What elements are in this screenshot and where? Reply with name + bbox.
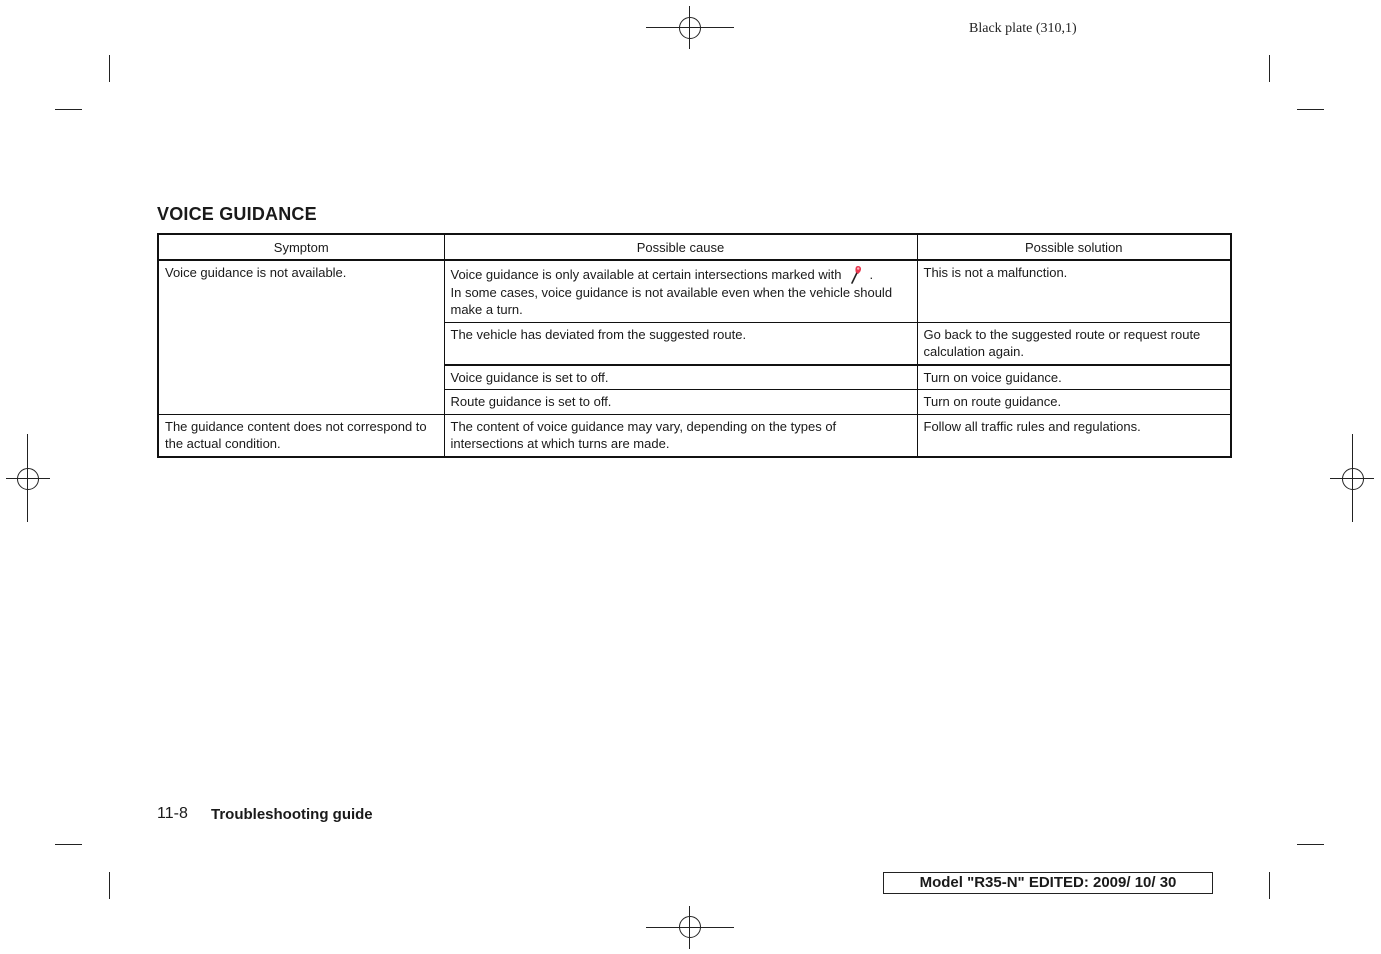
column-header-solution: Possible solution <box>917 234 1231 260</box>
cause-text-continued: In some cases, voice guidance is not available even when the vehicle should make a turn. <box>450 284 893 317</box>
solution-cell: This is not a malfunction. <box>917 260 1231 323</box>
troubleshooting-table <box>157 233 1232 458</box>
table-row <box>158 414 1231 457</box>
solution-cell: Turn on route guidance. <box>917 390 1231 415</box>
guidance-point-pin-icon <box>849 264 863 284</box>
symptom-cell: The guidance content does not correspond to the actual condition. <box>158 414 444 457</box>
cause-cell: Route guidance is set to off. <box>444 390 917 415</box>
table-row <box>158 260 1231 323</box>
cause-text-end: . <box>869 266 874 282</box>
column-header-symptom: Symptom <box>158 234 444 260</box>
solution-cell: Turn on voice guidance. <box>917 365 1231 390</box>
symptom-cell: Voice guidance is not available. <box>158 260 444 415</box>
footer-section-label: Troubleshooting guide <box>211 806 373 823</box>
cause-cell: Voice guidance is set to off. <box>444 365 917 390</box>
solution-cell: Follow all traffic rules and regulations. <box>917 414 1231 457</box>
cause-cell <box>444 260 917 323</box>
solution-cell: Go back to the suggested route or request route calculation again. <box>917 322 1231 365</box>
cause-cell: The content of voice guidance may vary, depending on the types of intersections at which turns are made. <box>444 414 917 457</box>
section-title: VOICE GUIDANCE <box>157 204 317 224</box>
column-header-cause: Possible cause <box>444 234 917 260</box>
cause-cell: The vehicle has deviated from the suggested route. <box>444 322 917 365</box>
model-edited-box: Model "R35-N" EDITED: 2009/ 10/ 30 <box>883 872 1213 894</box>
table-header-row <box>158 234 1231 260</box>
page-number: 11-8 <box>157 805 188 822</box>
plate-label: Black plate (310,1) <box>969 21 1077 36</box>
cause-text: Voice guidance is only available at certain intersections marked with <box>450 266 842 282</box>
